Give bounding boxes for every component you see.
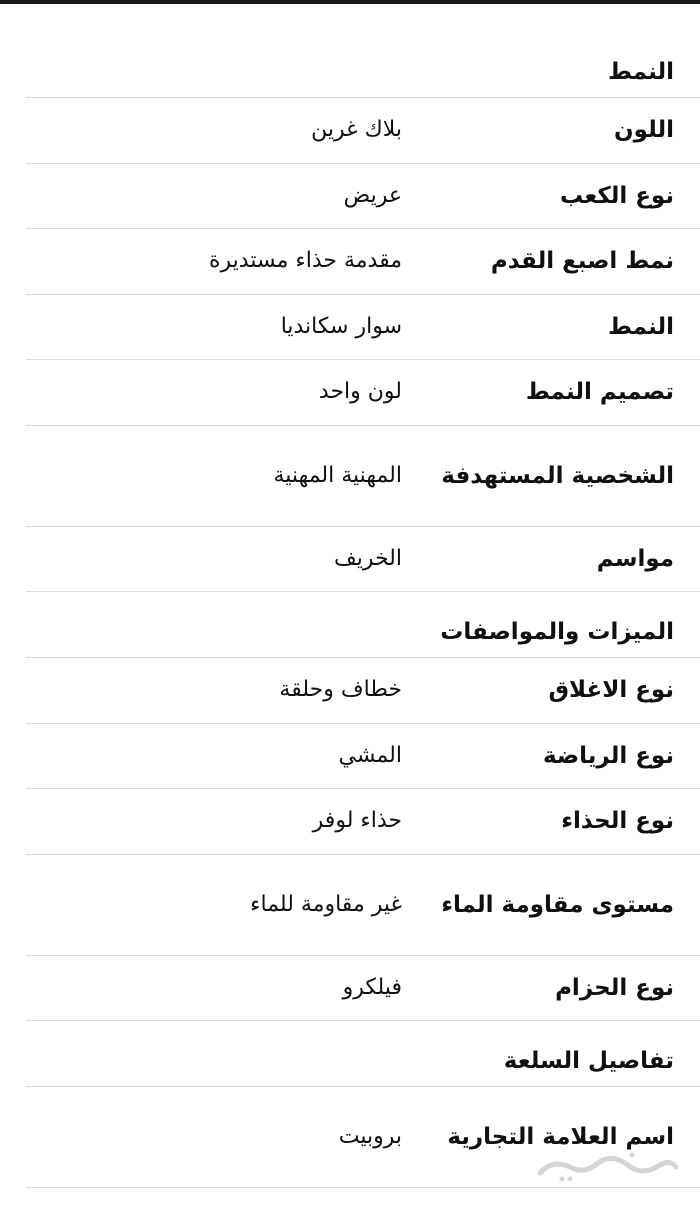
row-key: نوع الرياضة — [542, 742, 674, 769]
row-key: اللون — [614, 117, 674, 144]
row-key: نوع الحذاء — [561, 808, 674, 835]
section-title-style: النمط — [26, 4, 700, 98]
row-value: بلاك غرين — [311, 117, 402, 143]
row-key: نوع الكعب — [559, 182, 674, 209]
row-value: غير مقاومة للماء — [250, 891, 402, 917]
row-value: المشي — [338, 742, 402, 768]
table-row — [26, 789, 700, 855]
row-value: الخريف — [333, 545, 402, 571]
row-value: لون واحد — [318, 379, 402, 405]
row-key: تصميم النمط — [525, 379, 674, 406]
table-row — [26, 527, 700, 593]
row-value: عريض — [343, 182, 402, 208]
row-value: خطاف وحلقة — [279, 677, 402, 703]
row-key: نمط اصبع القدم — [490, 248, 674, 275]
row-value: سوار سكانديا — [280, 313, 402, 339]
row-key: اسم العلامة التجارية — [447, 1124, 674, 1150]
table-row — [26, 956, 700, 1022]
product-details-table — [0, 4, 700, 1188]
table-row — [26, 658, 700, 724]
table-row — [26, 360, 700, 426]
row-key: مواسم — [596, 545, 674, 572]
table-row — [26, 98, 700, 164]
table-row — [26, 164, 700, 230]
row-value: المهنية المهنية — [273, 462, 402, 488]
row-key: نوع الاغلاق — [548, 677, 674, 704]
row-value: بروبيت — [338, 1124, 402, 1149]
table-row — [26, 855, 700, 956]
row-key: نوع الحزام — [555, 974, 674, 1001]
section-title-features: الميزات والمواصفات — [26, 592, 700, 658]
table-row — [26, 724, 700, 790]
row-key: مستوى مقاومة الماء — [441, 891, 674, 918]
table-row — [26, 295, 700, 361]
table-row — [26, 426, 700, 527]
table-row — [26, 229, 700, 295]
row-value: فيلكرو — [342, 974, 402, 1000]
row-key: الشخصية المستهدفة — [441, 462, 674, 489]
haraj-logo-watermark-icon — [532, 1149, 682, 1185]
row-value: حذاء لوفر — [312, 808, 402, 834]
row-key: النمط — [608, 313, 674, 340]
section-title-item-details: تفاصيل السلعة — [26, 1021, 700, 1087]
row-value: مقدمة حذاء مستديرة — [208, 248, 402, 274]
